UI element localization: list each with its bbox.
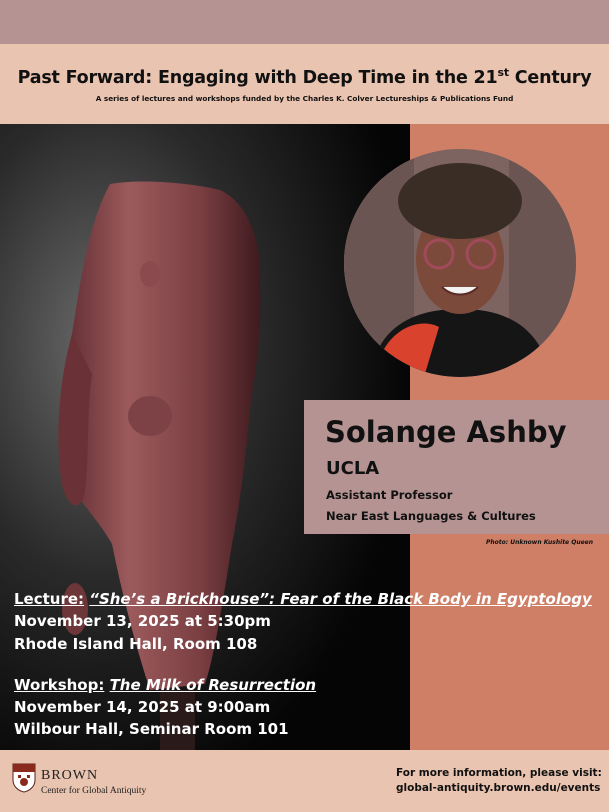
workshop-datetime: November 14, 2025 at 9:00am <box>14 698 271 716</box>
workshop-title: The Milk of Resurrection <box>109 676 317 694</box>
lecture-heading: Lecture: “She’s a Brickhouse”: Fear of the Black Body in Egyptology <box>14 590 592 608</box>
lecture-title: “She’s a Brickhouse”: Fear of the Black Body in Egyptology <box>89 590 592 608</box>
workshop-location: Wilbour Hall, Seminar Room 101 <box>14 720 289 738</box>
speaker-department: Near East Languages & Cultures <box>326 509 536 523</box>
lecture-location: Rhode Island Hall, Room 108 <box>14 635 258 653</box>
speaker-portrait <box>344 149 576 377</box>
workshop-heading: Workshop: The Milk of Resurrection <box>14 676 317 694</box>
more-info-text: For more information, please visit: <box>396 767 602 779</box>
events-url-link[interactable]: global-antiquity.brown.edu/events <box>396 782 601 794</box>
lecture-datetime: November 13, 2025 at 5:30pm <box>14 612 271 630</box>
speaker-role: Assistant Professor <box>326 488 453 502</box>
top-band <box>0 0 609 44</box>
speaker-institution: UCLA <box>326 458 380 479</box>
speaker-photo-image <box>344 149 576 377</box>
speaker-name: Solange Ashby <box>325 415 567 449</box>
center-name: Center for Global Antiquity <box>41 786 147 796</box>
series-title: Past Forward: Engaging with Deep Time in the 21st Century <box>17 66 592 88</box>
series-subtitle: A series of lectures and workshops funded by the Charles K. Colver Lectureships & Publications Fund <box>95 94 514 103</box>
photo-credit: Photo: Unknown Kushite Queen <box>486 539 594 546</box>
brown-wordmark: BROWN <box>41 768 99 783</box>
header <box>0 44 609 124</box>
brown-shield-logo-icon <box>12 763 36 793</box>
speaker-info-box <box>304 400 609 534</box>
